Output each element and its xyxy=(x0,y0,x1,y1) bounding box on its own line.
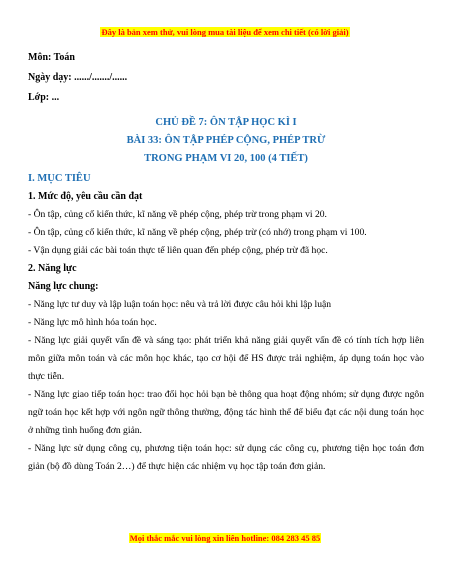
list-item: - Năng lực sử dụng công cụ, phương tiện toán học: sử dụng các công cụ, phương tiện học toán đơn giản (bộ đồ dùng Toán 2…) để thực hiện các nhiệm vụ học tập toán đơn giản. xyxy=(28,443,424,472)
list-item: - Năng lực giao tiếp toán học: trao đổi học hỏi bạn bè thông qua hoạt động nhóm; sử dụng được ngôn ngữ toán học kết hợp với ngôn ngữ thông thường, động tác hình thể để biểu đạt các nội dung toán học ở những tình huống đơn giản. xyxy=(28,389,424,436)
hotline-footer-banner xyxy=(0,533,450,543)
class-line: Lớp: ... xyxy=(28,92,60,103)
list-item: - Ôn tập, củng cố kiến thức, kĩ năng về phép cộng, phép trừ (có nhớ) trong phạm vi 100. xyxy=(28,227,367,238)
list-item: - Vận dụng giải các bài toán thực tế liên quan đến phép cộng, phép trừ đã học. xyxy=(28,245,328,256)
hotline-text: Mọi thắc mắc vui lòng xin liên hotline: 084 283 45 85 xyxy=(129,533,321,543)
list-item: - Năng lực giải quyết vấn đề và sáng tạo: phát triển khả năng giải quyết vấn đề có tính tích hợp liên môn giữa môn toán và các môn học khác, tạo cơ hội để HS được trải nghiệm, áp dụng toán học vào thực tiễn. xyxy=(28,335,424,382)
list-item: - Ôn tập, củng cố kiến thức, kĩ năng về phép cộng, phép trừ trong phạm vi 20. xyxy=(28,209,327,220)
subsection-competence-title: 2. Năng lực xyxy=(28,263,77,274)
subject-line: Môn: Toán xyxy=(28,52,75,63)
list-item: - Năng lực tư duy và lập luận toán học: nêu và trả lời được câu hỏi khi lập luận xyxy=(28,299,332,310)
preview-notice-text: Đây là bản xem thử, vui lòng mua tài liệu để xem chi tiết (có lời giải) xyxy=(101,27,349,37)
subsection-requirements-title: 1. Mức độ, yêu cầu cần đạt xyxy=(28,191,143,202)
list-item: - Năng lực mô hình hóa toán học. xyxy=(28,317,157,328)
lesson-title: BÀI 33: ÔN TẬP PHÉP CỘNG, PHÉP TRỪ xyxy=(126,135,326,146)
section-objectives-title: I. MỤC TIÊU xyxy=(28,173,91,184)
scope-title: TRONG PHẠM VI 20, 100 (4 TIẾT) xyxy=(144,153,308,164)
preview-notice-banner xyxy=(0,27,450,37)
document-page xyxy=(28,48,424,476)
topic-title: CHỦ ĐỀ 7: ÔN TẬP HỌC KÌ I xyxy=(155,117,297,128)
date-line: Ngày dạy: ....../......./...... xyxy=(28,72,128,83)
general-competence-title: Năng lực chung: xyxy=(28,281,99,292)
